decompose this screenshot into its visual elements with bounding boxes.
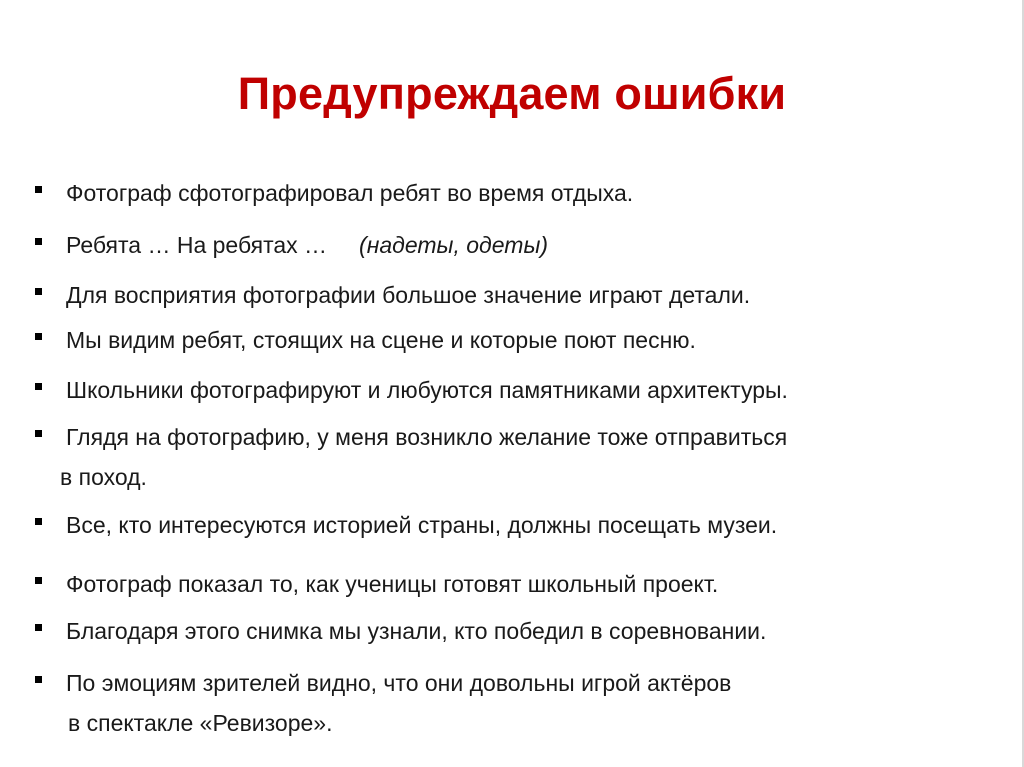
bullet-square-icon xyxy=(35,624,42,631)
bullet-square-icon xyxy=(35,186,42,193)
bullet-square-icon xyxy=(35,430,42,437)
list-item-text: Фотограф сфотографировал ребят во время отдыха. xyxy=(66,180,634,206)
bullet-square-icon xyxy=(35,238,42,245)
bullet-square-icon xyxy=(35,288,42,295)
list-item-text: Благодаря этого снимка мы узнали, кто победил в соревновании. xyxy=(66,618,767,644)
bullet-square-icon xyxy=(35,577,42,584)
bullet-square-icon xyxy=(35,383,42,390)
list-item-text-options: (надеты, одеты) xyxy=(359,232,549,258)
list-item-text-continued: в поход. xyxy=(60,464,147,490)
list-item-text: По эмоциям зрителей видно, что они довольны игрой актёров xyxy=(66,670,732,696)
list-item-text: Школьники фотографируют и любуются памятниками архитектуры. xyxy=(66,377,788,403)
list-item-text: Для восприятия фотографии большое значение играют детали. xyxy=(66,282,751,308)
slide-title: Предупреждаем ошибки xyxy=(237,68,787,119)
list-item-text-continued: в спектакле «Ревизоре». xyxy=(68,710,333,736)
bullet-square-icon xyxy=(35,333,42,340)
bullet-square-icon xyxy=(35,676,42,683)
list-item-text xyxy=(66,229,548,261)
list-item-text: Фотограф показал то, как ученицы готовят школьный проект. xyxy=(66,571,719,597)
list-item-text: Все, кто интересуются историей страны, должны посещать музеи. xyxy=(66,512,778,538)
list-item-text: Мы видим ребят, стоящих на сцене и которые поют песню. xyxy=(66,327,696,353)
list-item-text-main: Ребята … На ребятах … xyxy=(66,232,328,258)
bullet-square-icon xyxy=(35,518,42,525)
list-item-text: Глядя на фотографию, у меня возникло желание тоже отправиться xyxy=(66,424,788,450)
